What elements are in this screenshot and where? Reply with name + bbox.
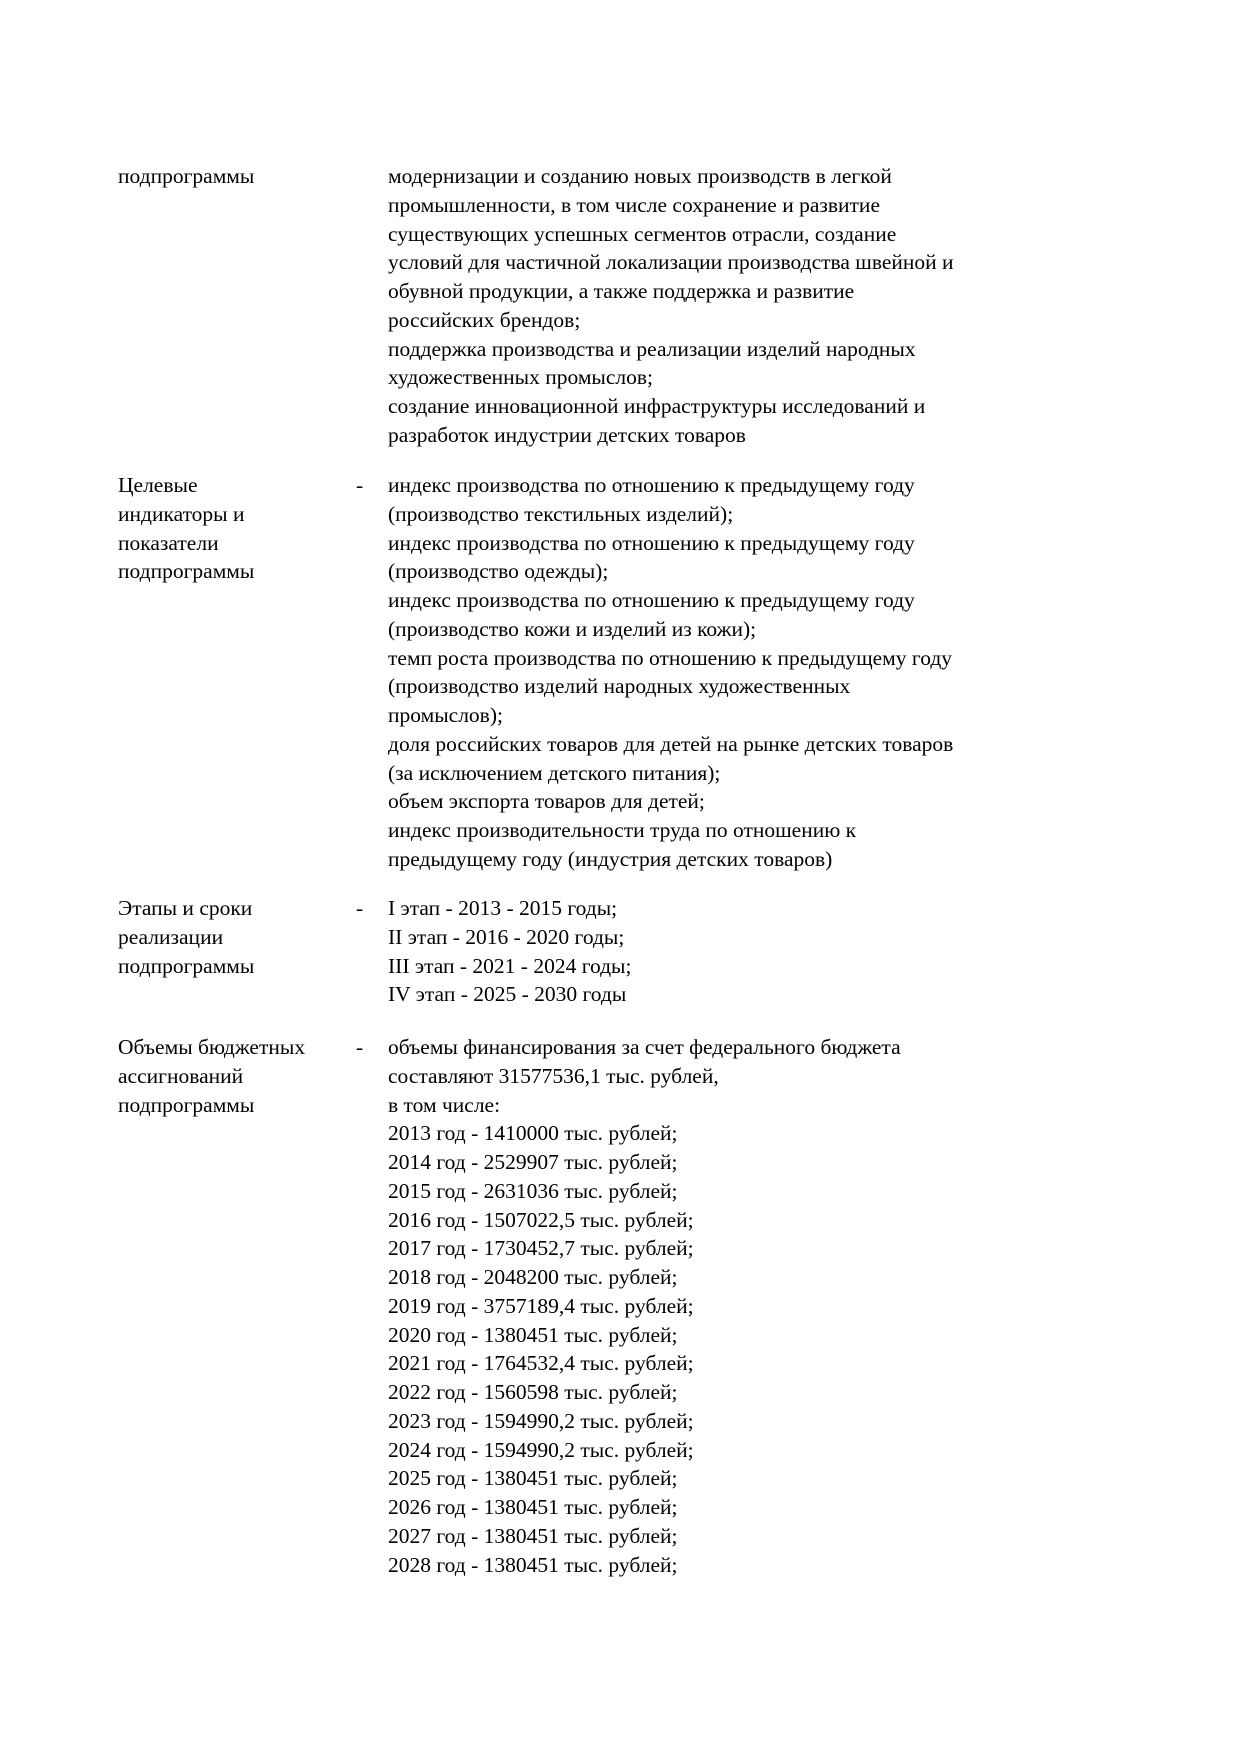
budget-year-line: 2021 год - 1764532,4 тыс. рублей; xyxy=(388,1351,694,1376)
budget-year-line: 2024 год - 1594990,2 тыс. рублей; xyxy=(388,1437,694,1462)
content-line: индекс производства по отношению к предыдущему году xyxy=(388,473,915,497)
content-line: (за исключением детского питания); xyxy=(388,760,721,785)
label-line: подпрограммы xyxy=(118,559,255,584)
content-line: составляют 31577536,1 тыс. рублей, xyxy=(388,1063,719,1088)
budget-year-line: 2020 год - 1380451 тыс. рублей; xyxy=(388,1322,678,1347)
content-line: объем экспорта товаров для детей; xyxy=(388,789,705,814)
content-line: I этап - 2013 - 2015 годы; xyxy=(388,896,618,920)
label-line: ассигнований xyxy=(118,1063,244,1088)
section-content xyxy=(388,471,1188,874)
budget-year-line: 2025 год - 1380451 тыс. рублей; xyxy=(388,1466,678,1491)
section-label xyxy=(118,1033,348,1119)
content-line: художественных промыслов; xyxy=(388,365,654,390)
budget-year-line: 2028 год - 1380451 тыс. рублей; xyxy=(388,1552,678,1577)
section-label xyxy=(118,471,348,586)
content-line: индекс производства по отношению к предыдущему году xyxy=(388,530,915,555)
section-dash xyxy=(356,162,376,191)
budget-year-line: 2015 год - 2631036 тыс. рублей; xyxy=(388,1178,678,1203)
content-line: (производство текстильных изделий); xyxy=(388,501,734,526)
budget-year-line: 2019 год - 3757189,4 тыс. рублей; xyxy=(388,1293,694,1318)
budget-year-line: 2016 год - 1507022,5 тыс. рублей; xyxy=(388,1207,694,1232)
content-line: создание инновационной инфраструктуры исследований и xyxy=(388,394,926,418)
content-line: индекс производительности труда по отношению к xyxy=(388,818,857,842)
content-line: поддержка производства и реализации изделий народных xyxy=(388,336,916,361)
budget-year-line: 2013 год - 1410000 тыс. рублей; xyxy=(388,1121,678,1146)
budget-year-line: 2027 год - 1380451 тыс. рублей; xyxy=(388,1523,678,1548)
content-line: в том числе: xyxy=(388,1092,501,1117)
section-label xyxy=(118,894,348,980)
content-line: (производство изделий народных художественных xyxy=(388,674,851,699)
label-line: реализации xyxy=(118,924,224,949)
label-line: подпрограммы xyxy=(118,953,255,978)
content-line: IV этап - 2025 - 2030 годы xyxy=(388,982,627,1007)
content-line: объемы финансирования за счет федерального бюджета xyxy=(388,1035,901,1059)
section-content xyxy=(388,162,1188,450)
content-line: (производство одежды); xyxy=(388,559,609,584)
content-line: условий для частичной локализации производства швейной и xyxy=(388,250,954,275)
content-line: предыдущему году (индустрия детских товаров) xyxy=(388,846,833,871)
content-line: модернизации и созданию новых производств в легкой xyxy=(388,164,892,188)
label-line: Этапы и сроки xyxy=(118,896,253,920)
section-label xyxy=(118,162,348,191)
label-line: индикаторы и xyxy=(118,501,245,526)
budget-year-line: 2018 год - 2048200 тыс. рублей; xyxy=(388,1265,678,1289)
content-line: индекс производства по отношению к предыдущему году xyxy=(388,588,915,612)
content-line: существующих успешных сегментов отрасли, создание xyxy=(388,221,897,246)
budget-year-line: 2022 год - 1560598 тыс. рублей; xyxy=(388,1380,678,1404)
content-line: промышленности, в том числе сохранение и развитие xyxy=(388,192,880,217)
budget-year-line: 2017 год - 1730452,7 тыс. рублей; xyxy=(388,1236,694,1261)
content-line: российских брендов; xyxy=(388,307,581,332)
label-line: подпрограммы xyxy=(118,1092,255,1117)
content-line: темп роста производства по отношению к предыдущему году xyxy=(388,645,953,670)
budget-year-line: 2014 год - 2529907 тыс. рублей; xyxy=(388,1150,678,1174)
section-dash: - xyxy=(356,1035,364,1059)
content-line: II этап - 2016 - 2020 годы; xyxy=(388,924,625,949)
content-line: III этап - 2021 - 2024 годы; xyxy=(388,953,632,978)
content-line: доля российских товаров для детей на рынке детских товаров xyxy=(388,731,954,756)
label-line: показатели xyxy=(118,530,219,555)
budget-year-line: 2026 год - 1380451 тыс. рублей; xyxy=(388,1495,678,1519)
section-content xyxy=(388,894,1188,1009)
label-line: Объемы бюджетных xyxy=(118,1035,306,1059)
content-line: обувной продукции, а также поддержка и развитие xyxy=(388,279,855,303)
content-line: (производство кожи и изделий из кожи); xyxy=(388,616,757,641)
section-dash: - xyxy=(356,896,364,920)
section-content xyxy=(388,1033,1188,1579)
label-line: Целевые xyxy=(118,473,198,497)
content-line: разработок индустрии детских товаров xyxy=(388,422,746,447)
label-line: подпрограммы xyxy=(118,164,255,188)
section-dash: - xyxy=(356,473,364,497)
budget-year-line: 2023 год - 1594990,2 тыс. рублей; xyxy=(388,1408,694,1433)
content-line: промыслов); xyxy=(388,703,503,727)
